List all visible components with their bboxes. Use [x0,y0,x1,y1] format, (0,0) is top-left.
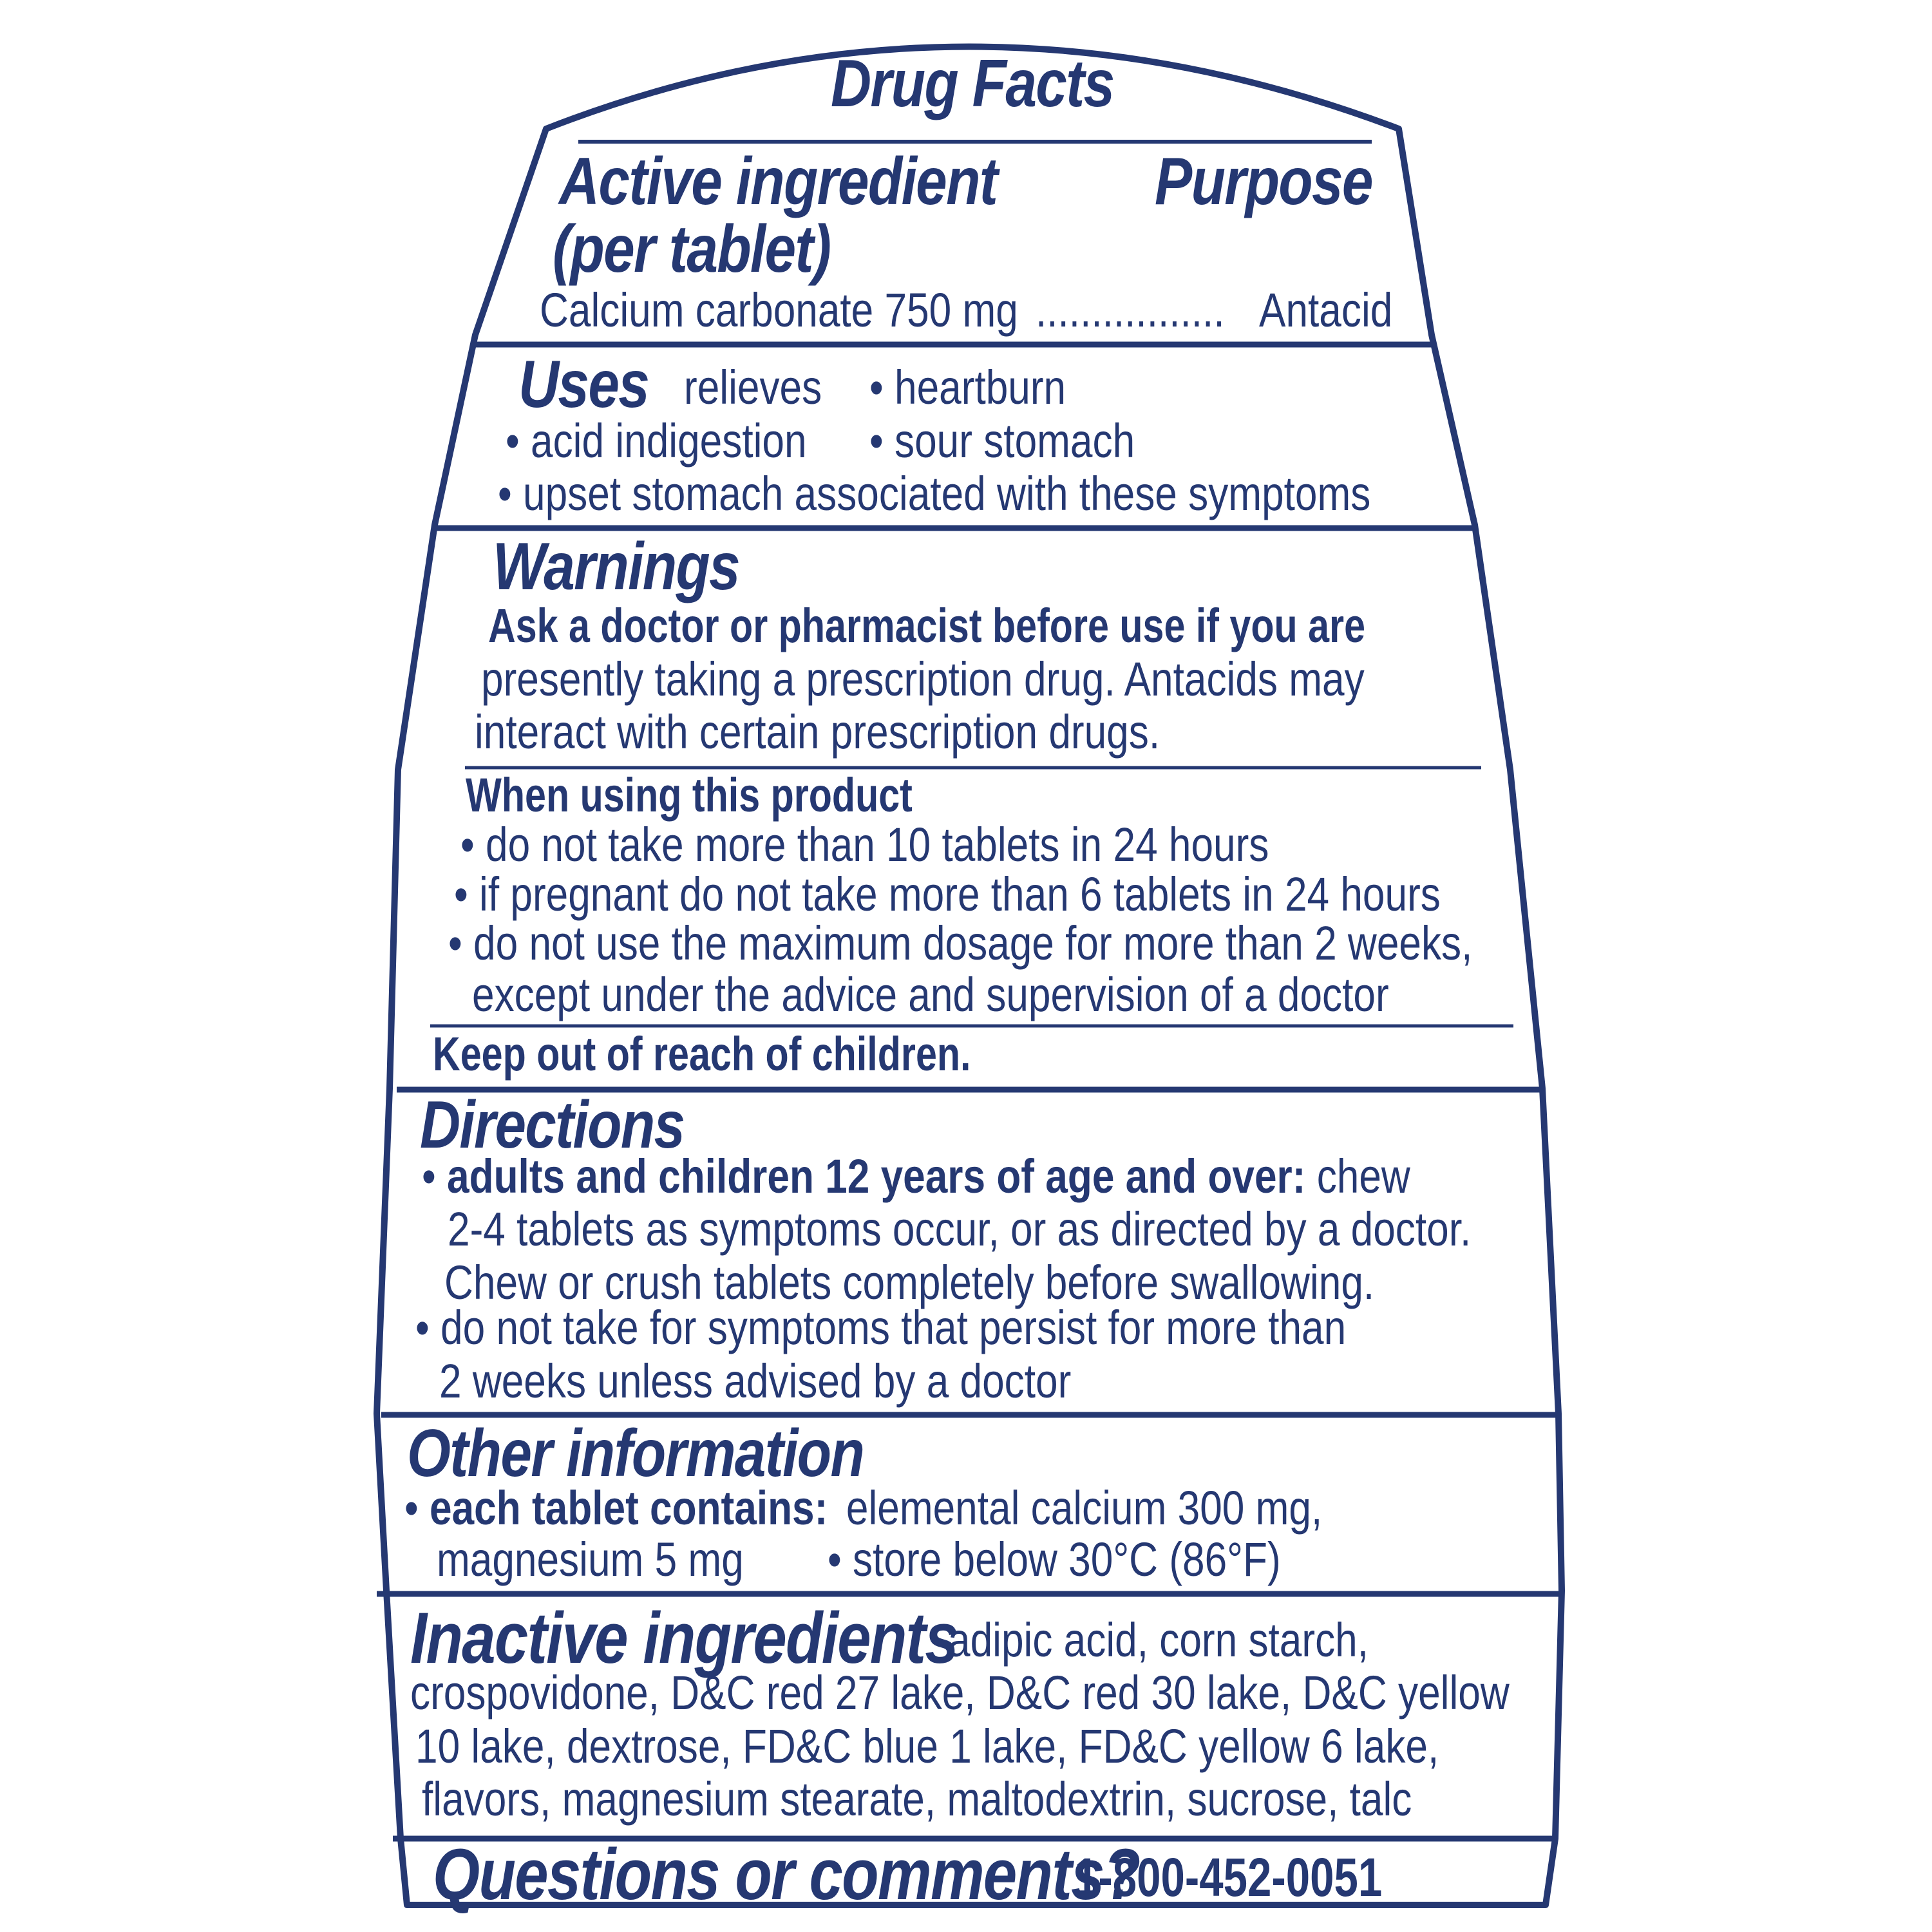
directions-item-text: chew [1316,1150,1410,1203]
directions-text: Chew or crush tablets completely before swallowing. [444,1256,1375,1309]
uses-item-label: heartburn [895,361,1066,414]
when-using-item: • do not take more than 10 tablets in 24 hours [460,818,1269,871]
when-using-continuation: except under the advice and supervision of a doctor [472,968,1389,1021]
other-info-bold: each tablet contains: [430,1481,828,1535]
purpose-heading: Purpose [1155,144,1372,219]
other-info-item: • store below 30°C (86°F) [828,1533,1281,1586]
uses-item: • upset stomach associated with these symptoms [498,467,1371,520]
per-tablet-heading: (per tablet) [553,212,831,287]
ask-doctor-text: interact with certain prescription drugs. [475,705,1160,759]
directions-item-bold: adults and children 12 years of age and over: [447,1150,1306,1203]
directions-heading: Directions [420,1088,685,1162]
uses-item-label: acid indigestion [531,414,807,468]
inactive-ingredients-text: 10 lake, dextrose, FD&C blue 1 lake, FD&C yellow 6 lake, [415,1719,1439,1773]
inactive-ingredients-text: adipic acid, corn starch, [948,1613,1368,1667]
when-using-item: • do not use the maximum dosage for more than 2 weeks, [448,916,1473,970]
uses-item-label: sour stomach [895,414,1135,468]
directions-item: • do not take for symptoms that persist for more than [415,1301,1347,1354]
when-using-item-label: do not take more than 10 tablets in 24 hours [486,818,1269,871]
ask-doctor-heading: Ask a doctor or pharmacist before use if you are [488,599,1366,652]
directions-item-text: do not take for symptoms that persist for more than [440,1301,1347,1354]
inactive-ingredients-text: flavors, magnesium stearate, maltodextrin, sucrose, talc [422,1772,1412,1826]
uses-heading: Uses [518,347,649,422]
inactive-ingredients-text: crospovidone, D&C red 27 lake, D&C red 30 lake, D&C yellow [410,1666,1510,1719]
drug-facts-title: Drug Facts [831,46,1114,121]
other-info-item: • each tablet contains: elemental calcium 300 mg, [404,1481,1323,1535]
other-information-heading: Other information [407,1416,864,1491]
other-info-text: magnesium 5 mg [437,1533,744,1586]
uses-item-label: upset stomach associated with these symptoms [523,467,1371,520]
directions-item: • adults and children 12 years of age and over: chew [422,1150,1410,1203]
active-ingredient-heading: Active ingredient [559,144,998,219]
directions-text: 2 weeks unless advised by a doctor [439,1354,1072,1408]
ask-doctor-text: presently taking a prescription drug. Antacids may [481,652,1365,706]
when-using-heading: When using this product [466,768,913,822]
when-using-item-label: if pregnant do not take more than 6 tablets in 24 hours [479,867,1441,921]
purpose-value: Antacid [1259,283,1393,337]
questions-heading: Questions or comments? [433,1834,1140,1915]
directions-text: 2-4 tablets as symptoms occur, or as directed by a doctor. [448,1202,1472,1256]
uses-item: • acid indigestion [506,414,807,468]
dot-leader: ................. [1036,283,1225,337]
phone-number: 1-800-452-0051 [1074,1847,1383,1908]
warnings-heading: Warnings [493,529,739,604]
other-info-text: elemental calcium 300 mg, [846,1481,1323,1535]
when-using-item-label: do not use the maximum dosage for more than 2 weeks, [473,916,1473,970]
keep-out-of-reach: Keep out of reach of children. [433,1027,971,1081]
active-ingredient-name: Calcium carbonate 750 mg [540,283,1018,337]
uses-item: • sour stomach [869,414,1135,468]
when-using-item: • if pregnant do not take more than 6 tablets in 24 hours [454,867,1441,921]
inactive-ingredients-heading: Inactive ingredients [410,1598,958,1678]
uses-item: • heartburn [869,361,1066,414]
uses-intro: relieves [684,361,822,414]
other-info-item-label: store below 30°C (86°F) [853,1533,1281,1586]
